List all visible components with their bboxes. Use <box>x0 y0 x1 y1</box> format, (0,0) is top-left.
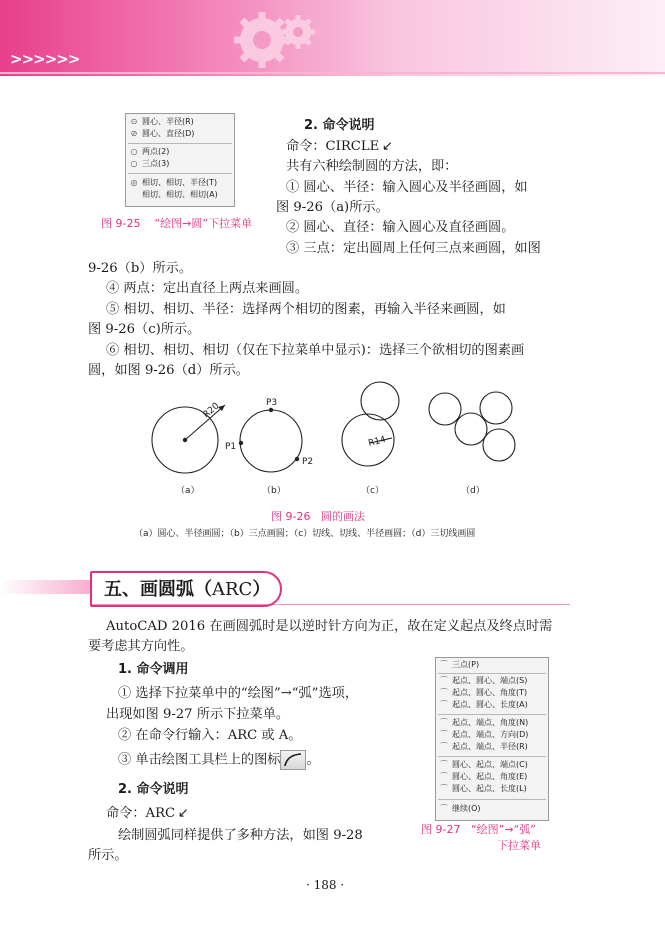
paragraph: 共有六种绘制圆的方法，即： <box>286 159 458 174</box>
menu-item[interactable]: ⌒ 圆心、起点、角度(E) <box>440 772 528 781</box>
menu-item[interactable]: ○ 两点(2) <box>130 147 170 156</box>
menu-item[interactable]: ◎ 相切、相切、半径(T) <box>130 178 218 187</box>
arc-sea-icon: ⌒ <box>440 718 448 727</box>
arc-csl-icon: ⌒ <box>440 784 448 793</box>
section-title: 五、画圆弧（ARC） <box>104 579 271 600</box>
header-chevrons: >>>>>> <box>10 50 80 68</box>
paragraph: ⑤ 相切、相切、半径：选择两个相切的图素，再输入半径来画圆，如 <box>106 302 506 317</box>
circle-center-diameter-icon: ⊘ <box>130 129 138 138</box>
arc-scl-icon: ⌒ <box>440 700 448 709</box>
circle-d-mid <box>455 413 487 445</box>
menu-item[interactable]: ○ 三点(3) <box>130 159 170 168</box>
subsection-heading: 2. 命令说明 <box>304 118 375 133</box>
subsection-heading: 2. 命令说明 <box>118 782 189 797</box>
command-line: 命令：ARC ↙ <box>106 806 189 821</box>
menu-item[interactable]: ⌒ 圆心、起点、端点(C) <box>440 760 528 769</box>
point-p2 <box>295 457 299 461</box>
circle-2p-icon: ○ <box>130 147 138 156</box>
paragraph: ① 圆心、半径：输入圆心及半径画圆，如 <box>286 180 528 195</box>
command-line: 命令：CIRCLE ↙ <box>286 139 393 154</box>
menu-item[interactable]: ⊙ 圆心、半径(R) <box>130 117 194 126</box>
menu-item[interactable]: ⌒ 起点、圆心、端点(S) <box>440 676 528 685</box>
circle-center-radius-icon: ⊙ <box>130 117 138 126</box>
paragraph: ④ 两点：定出直径上两点来画圆。 <box>106 281 309 296</box>
gear-icon <box>224 6 320 72</box>
enter-arrow-icon: ↙ <box>379 139 393 154</box>
figure-caption: 图 9-25 “绘图→圆”下拉菜单 <box>101 217 253 230</box>
paragraph: ⑥ 相切、相切、相切（仅在下拉菜单中显示)：选择三个欲相切的图素画 <box>106 343 525 358</box>
subfigure-label: （d） <box>461 486 485 496</box>
menu-item[interactable]: ⌒ 三点(P) <box>440 660 480 669</box>
menu-item[interactable]: ⌒ 圆心、起点、长度(L) <box>440 784 527 793</box>
paragraph: 要考虑其方向性。 <box>88 639 194 654</box>
figure-subcaption: （a）圆心、半径画圆；（b）三点画圆；（c）切线、切线、半径画圆；（d）三切线画圆 <box>134 529 476 539</box>
circle-d-top <box>480 392 512 424</box>
subfigure-label: （b） <box>262 486 286 496</box>
section-underline <box>90 604 570 605</box>
arc-sce-icon: ⌒ <box>440 676 448 685</box>
paragraph: ① 选择下拉菜单中的“绘图”→“弧”选项， <box>118 686 359 701</box>
arc-cse-icon: ⌒ <box>440 760 448 769</box>
paragraph: ② 在命令行输入：ARC 或 A。 <box>118 728 302 743</box>
subsection-heading: 1. 命令调用 <box>118 662 189 677</box>
menu-separator <box>438 756 546 757</box>
radius-label: R14 <box>367 434 387 449</box>
menu-item[interactable]: ⌒ 起点、圆心、角度(T) <box>440 688 528 697</box>
menu-item[interactable]: ⊘ 圆心、直径(D) <box>130 129 195 138</box>
paragraph: ② 圆心、直径：输入圆心及直径画圆。 <box>286 220 515 235</box>
page-header-band <box>0 0 665 76</box>
circle-3p-icon: ○ <box>130 159 138 168</box>
paragraph: AutoCAD 2016 在画圆弧时是以逆时针方向为正，故在定义起点及终点时需 <box>106 619 553 634</box>
point-label: P1 <box>225 442 237 452</box>
subfigure-label: （c） <box>361 486 384 496</box>
subfigure-label: （a） <box>176 486 200 496</box>
menu-separator <box>128 143 232 144</box>
enter-arrow-icon: ↙ <box>175 806 189 821</box>
paragraph: 绘制圆弧同样提供了多种方法，如图 9-28 <box>118 828 363 843</box>
header-divider <box>0 72 665 74</box>
arc-sed-icon: ⌒ <box>440 730 448 739</box>
circle-ttr-icon: ◎ <box>130 178 138 187</box>
menu-item[interactable]: ⌒ 继续(O) <box>440 804 481 813</box>
paragraph: 图 9-26（c)所示。 <box>88 322 201 337</box>
menu-item[interactable]: 相切、相切、相切(A) <box>142 190 218 199</box>
arc-csa-icon: ⌒ <box>440 772 448 781</box>
center-point <box>183 438 187 442</box>
paragraph: 9-26（b）所示。 <box>88 261 193 276</box>
arc-ser-icon: ⌒ <box>440 742 448 751</box>
menu-item[interactable]: ⌒ 起点、端点、半径(R) <box>440 742 528 751</box>
arc-3p-icon: ⌒ <box>440 660 448 669</box>
point-p3 <box>269 408 273 412</box>
figure-caption: 图 9-26 圆的画法 <box>271 510 365 523</box>
arc-tool-icon[interactable] <box>280 750 306 770</box>
circle-drawing-figure <box>140 380 530 500</box>
circle-d-bottom <box>483 429 515 461</box>
paragraph: 出现如图 9-27 所示下拉菜单。 <box>106 707 290 722</box>
menu-separator <box>438 673 546 674</box>
menu-separator <box>438 714 546 715</box>
point-label: P2 <box>302 457 314 467</box>
arc-continue-icon: ⌒ <box>440 804 448 813</box>
point-label: P3 <box>266 398 278 408</box>
arc-sca-icon: ⌒ <box>440 688 448 697</box>
paragraph: ③ 三点：定出圆周上任何三点来画圆，如图 <box>286 241 541 256</box>
radius-label: R20 <box>201 401 222 421</box>
menu-item[interactable]: ⌒ 起点、端点、角度(N) <box>440 718 529 727</box>
circle-b <box>240 410 302 472</box>
menu-separator <box>128 173 232 174</box>
menu-item[interactable]: ⌒ 起点、圆心、长度(A) <box>440 700 528 709</box>
paragraph: 图 9-26（a)所示。 <box>276 200 389 215</box>
page-number: · 188 · <box>306 878 345 892</box>
circle-dropdown-menu <box>125 113 235 207</box>
circle-d-left <box>429 393 461 425</box>
point-p1 <box>239 441 243 445</box>
section-title-band <box>0 580 96 594</box>
paragraph: 所示。 <box>88 848 128 863</box>
paragraph: 圆，如图 9-26（d）所示。 <box>88 363 249 378</box>
figure-caption: 图 9-27 “绘图”→“弧” 下拉菜单 <box>421 823 541 852</box>
paragraph: ③ 单击绘图工具栏上的图标 。 <box>118 750 320 771</box>
arc-dropdown-menu <box>435 657 549 821</box>
menu-separator <box>438 799 546 800</box>
menu-item[interactable]: ⌒ 起点、端点、方向(D) <box>440 730 529 739</box>
